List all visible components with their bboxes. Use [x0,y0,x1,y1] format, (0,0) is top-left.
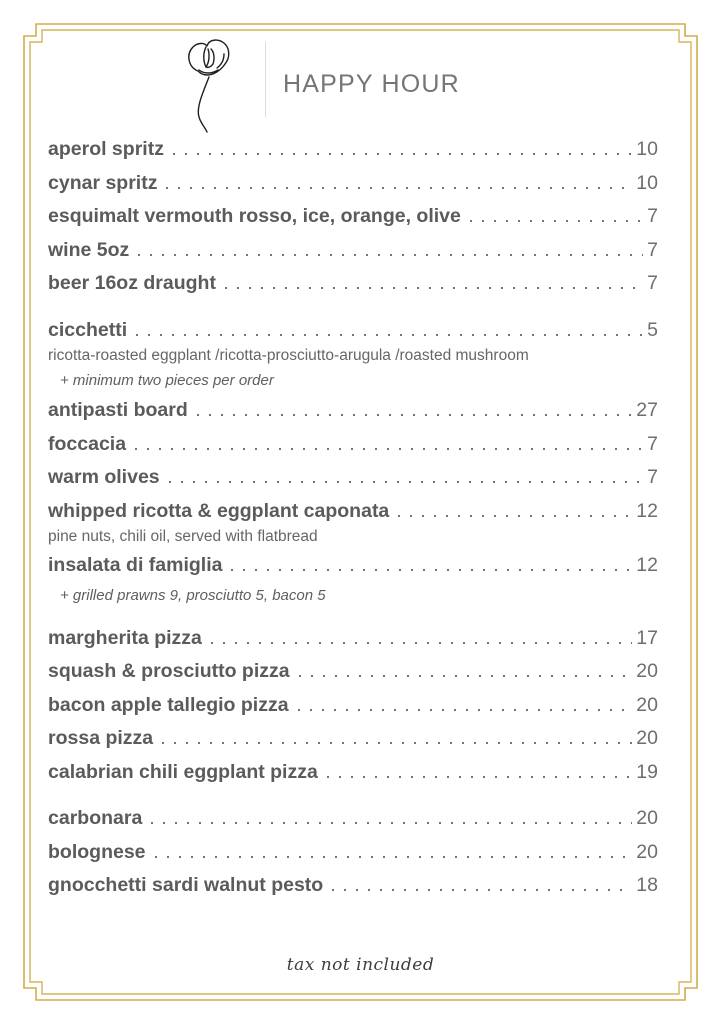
footer-note: tax not included [286,954,435,975]
menu-item-price: 27 [636,399,658,421]
menu-item-name: cicchetti [48,318,128,341]
menu-item-row [48,314,658,348]
poppy-flower-icon [178,36,238,133]
menu-item-price: 20 [636,807,658,829]
menu-item-row [48,836,658,870]
menu-item-name: wine 5oz [48,238,130,261]
menu-item-row [48,394,658,428]
menu-item-price: 10 [636,138,658,160]
dot-leader [166,187,632,189]
menu-item-row [48,461,658,495]
menu-item-price: 12 [636,554,658,576]
menu-item-row [48,622,658,656]
menu-item-price: 7 [647,272,658,294]
menu-item-price: 7 [647,432,658,455]
menu-item-name: cynar spritz [48,171,158,194]
menu-item-price: 7 [647,238,658,261]
menu-item-price: 20 [636,660,658,682]
dot-leader [135,448,643,450]
dot-leader [197,414,633,416]
header [0,0,721,133]
menu-item-name: warm olives [48,466,160,488]
dot-leader [332,889,632,891]
menu-item-price: 18 [636,874,658,896]
menu-item-name: carbonara [48,807,143,829]
menu-item-description: pine nuts, chili oil, served with flatbread [48,528,318,545]
menu-section [48,622,658,790]
menu-item-price: 20 [636,727,658,749]
menu-item-row [48,234,658,268]
menu-item-row [48,722,658,756]
menu-item-row [48,167,658,201]
menu-item-name: whipped ricotta & eggplant caponata [48,499,390,522]
menu-item-row [48,869,658,903]
menu-item-row [48,200,658,234]
menu-item-price: 20 [636,693,658,716]
header-divider [265,42,266,117]
dot-leader [155,856,633,858]
dot-leader [136,334,643,336]
menu-item-name: beer 16oz draught [48,272,216,294]
dot-leader [225,287,643,289]
page-title: HAPPY HOUR [283,70,460,98]
menu-item-name: esquimalt vermouth rosso, ice, orange, olive [48,205,461,227]
menu-item-row [48,428,658,462]
menu-item-note: + minimum two pieces per order [60,372,274,389]
menu-item-name: bolognese [48,840,146,863]
menu-item-row [48,655,658,689]
dot-leader [299,675,633,677]
dot-leader [173,153,632,155]
dot-leader [231,569,632,571]
menu-item-price: 12 [636,499,658,522]
menu-item-name: aperol spritz [48,138,164,160]
menu-item-price: 5 [647,318,658,341]
dot-leader [211,642,632,644]
menu-item-price: 19 [636,760,658,783]
menu-item-name: margherita pizza [48,626,202,649]
menu-section [48,133,658,301]
dot-leader [151,822,632,824]
menu-section [48,802,658,903]
menu-item-row [48,133,658,167]
menu-item-name: foccacia [48,432,127,455]
menu-item-name: gnocchetti sardi walnut pesto [48,874,324,896]
menu-item-row [48,549,658,583]
dot-leader [169,481,644,483]
dot-leader [138,254,643,256]
menu-item-name: insalata di famiglia [48,554,223,576]
menu [0,133,721,903]
dot-leader [298,709,633,711]
menu-item-name: squash & prosciutto pizza [48,660,290,682]
menu-item-price: 7 [647,466,658,488]
menu-item-name: rossa pizza [48,727,154,749]
menu-item-row [48,495,658,529]
menu-item-price: 7 [647,205,658,227]
menu-item-row [48,756,658,790]
dot-leader [398,515,632,517]
dot-leader [162,742,632,744]
dot-leader [327,776,632,778]
menu-item-row [48,267,658,301]
menu-section [48,314,658,609]
menu-item-price: 10 [636,171,658,194]
menu-item-name: calabrian chili eggplant pizza [48,760,318,783]
menu-item-description: ricotta-roasted eggplant /ricotta-prosciutto-arugula /roasted mushroom [48,347,529,364]
menu-item-row [48,802,658,836]
menu-item-note: + grilled prawns 9, prosciutto 5, bacon 5 [60,586,326,604]
dot-leader [470,220,643,222]
menu-item-price: 20 [636,840,658,863]
menu-item-name: antipasti board [48,399,188,421]
menu-item-price: 17 [636,626,658,649]
menu-item-name: bacon apple tallegio pizza [48,693,289,716]
menu-item-row [48,689,658,723]
